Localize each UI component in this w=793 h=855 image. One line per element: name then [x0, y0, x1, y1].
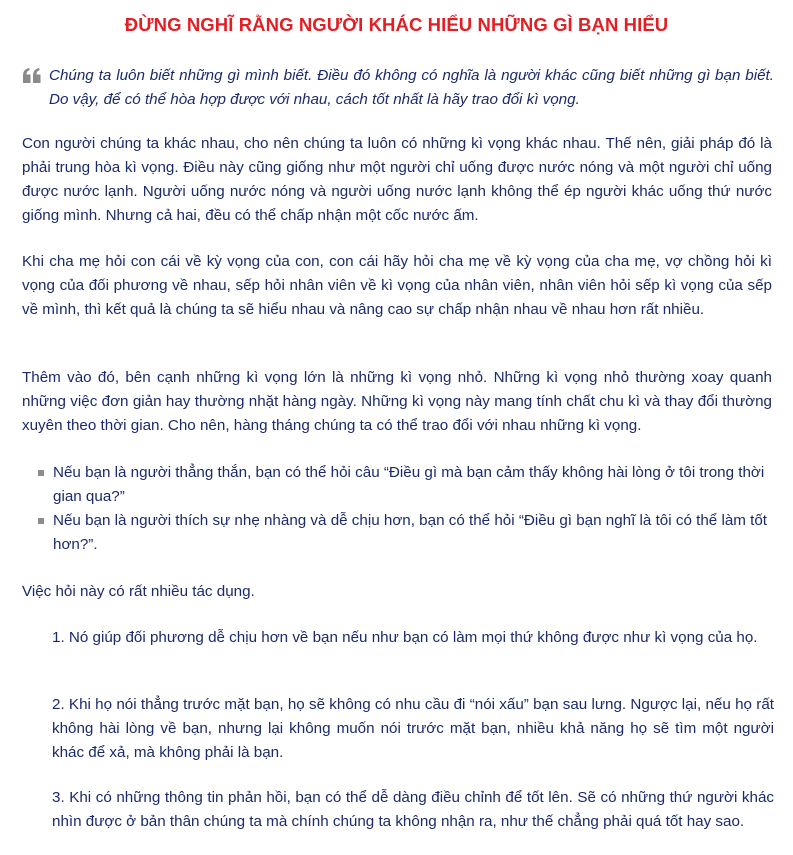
paragraph: Thêm vào đó, bên cạnh những kì vọng lớn là những kì vọng nhỏ. Những kì vọng nhỏ thường xoay quanh những việc đơn giản hay thường nhặt hàng ngày. Những kì vọng này mang tính chất chu kì và thay đổi thường xuyên theo thời gian. Cho nên, hàng tháng chúng ta có thể trao đổi với nhau những kì vọng. — [22, 369, 772, 434]
list-item — [22, 509, 772, 557]
blockquote — [22, 64, 774, 112]
bullet-icon — [38, 470, 44, 476]
list-item-text: Nếu bạn là người thẳng thắn, bạn có thể hỏi câu “Điều gì mà bạn cảm thấy không hài lòng ở tôi trong thời gian qua?” — [53, 464, 765, 505]
list-item-text: Nếu bạn là người thích sự nhẹ nhàng và dễ chịu hơn, bạn có thể hỏi “Điều gì bạn nghĩ là tôi có thể làm tốt hơn?”. — [53, 512, 768, 553]
bullet-list — [22, 461, 772, 557]
article-title: ĐỪNG NGHĨ RẰNG NGƯỜI KHÁC HIỂU NHỮNG GÌ BẠN HIỂU — [124, 14, 669, 35]
list-item — [22, 461, 772, 509]
numbered-item: 2. Khi họ nói thẳng trước mặt bạn, họ sẽ không có nhu cầu đi “nói xấu” bạn sau lưng. Ngược lại, nếu họ rất không hài lòng về bạn, nhưng lại không muốn nói trước mặt bạn, nhiều khả năng họ sẽ tìm một người khác để xả, mà không phải là bạn. — [52, 696, 774, 761]
quote-icon — [22, 66, 42, 86]
paragraph: Khi cha mẹ hỏi con cái về kỳ vọng của con, con cái hãy hỏi cha mẹ về kỳ vọng của cha mẹ, vợ chồng hỏi kì vọng của đối phương về nhau, sếp hỏi nhân viên về kì vọng của nhân viên, nhân viên hỏi sếp kì vọng của sếp về mình, thì kết quả là chúng ta sẽ hiểu nhau và nâng cao sự chấp nhận nhau về nhau hơn rất nhiều. — [22, 253, 772, 318]
paragraph: Việc hỏi này có rất nhiều tác dụng. — [22, 583, 255, 600]
quote-text: Chúng ta luôn biết những gì mình biết. Điều đó không có nghĩa là người khác cũng biết những gì bạn biết. Do vậy, để có thể hòa hợp được với nhau, cách tốt nhất là hãy trao đổi kì vọng. — [49, 67, 774, 108]
bullet-icon — [38, 518, 44, 524]
paragraph: Con người chúng ta khác nhau, cho nên chúng ta luôn có những kì vọng khác nhau. Thế nên, giải pháp đó là phải trung hòa kì vọng. Điều này cũng giống như một người chỉ uống được nước nóng và một người chỉ uống được nước lạnh. Người uống nước nóng và người uống nước lạnh không thể ép người khác uống thứ nước giống mình. Nhưng cả hai, đều có thể chấp nhận một cốc nước ấm. — [22, 135, 772, 224]
numbered-item: 1. Nó giúp đối phương dễ chịu hơn về bạn nếu như bạn có làm mọi thứ không được như kì vọng của họ. — [52, 629, 758, 646]
numbered-item: 3. Khi có những thông tin phản hồi, bạn có thể dễ dàng điều chỉnh để tốt lên. Sẽ có những thứ người khác nhìn được ở bản thân chúng ta mà chính chúng ta không nhận ra, như thế chẳng phải quá tốt hay sao. — [52, 789, 774, 830]
